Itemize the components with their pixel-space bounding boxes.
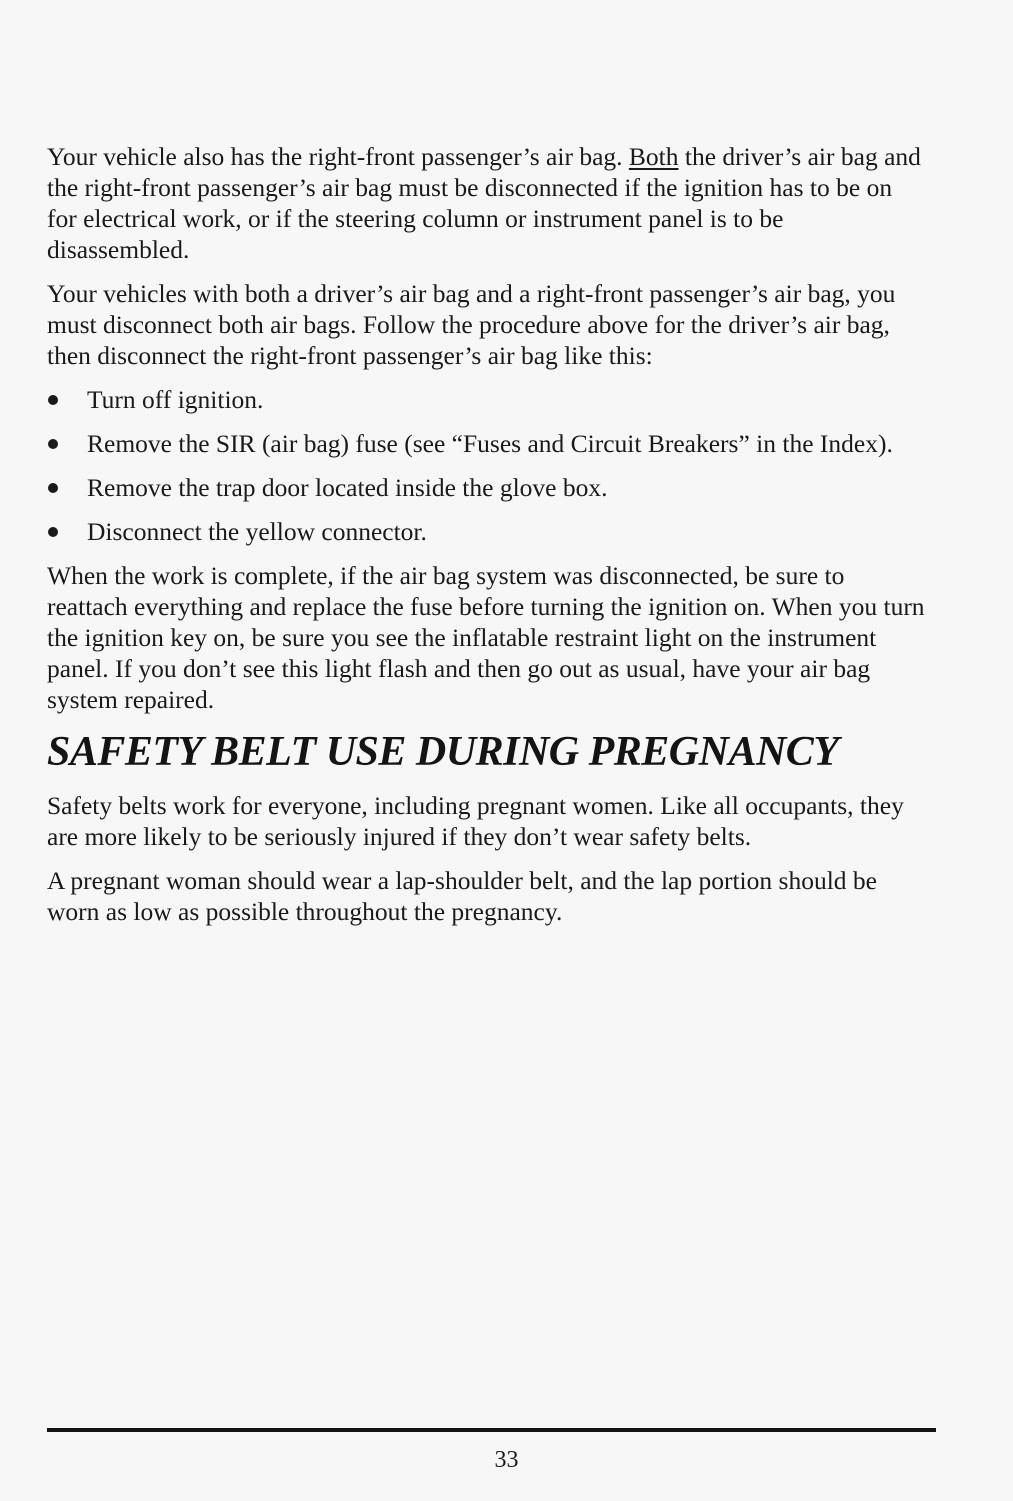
- intro-paragraph-1-start: Your vehicle also has the right-front passenger’s air bag.: [47, 142, 629, 171]
- intro-paragraph-1-end: the driver’s air bag and the right-front passenger’s air bag must be disconnected if the ignition has to be on for electrical work, or if the steering column or instrument panel is to be disassembled.: [47, 142, 921, 264]
- bullet-icon: [48, 395, 58, 405]
- bullet-icon: [48, 483, 58, 493]
- procedure-list: [47, 384, 927, 547]
- list-item: [47, 428, 927, 459]
- page-number: 33: [494, 1447, 519, 1473]
- intro-paragraph-1: [47, 141, 927, 265]
- bullet-icon: [48, 527, 58, 537]
- list-item-text: Remove the trap door located inside the glove box.: [87, 473, 608, 502]
- list-item-text: Disconnect the yellow connector.: [87, 517, 427, 546]
- page-content: [47, 141, 927, 940]
- emphasis-both: Both: [628, 142, 679, 171]
- list-item: [47, 516, 927, 547]
- list-item-text: Remove the SIR (air bag) fuse (see “Fuses and Circuit Breakers” in the Index).: [87, 429, 893, 458]
- bullet-icon: [48, 439, 58, 449]
- pregnancy-paragraph-2: A pregnant woman should wear a lap-shoulder belt, and the lap portion should be worn as low as possible throughout the pregnancy.: [47, 866, 877, 926]
- intro-paragraph-2: Your vehicles with both a driver’s air bag and a right-front passenger’s air bag, you must disconnect both air bags. Follow the procedure above for the driver’s air bag, then disconnect the right-front passenger’s air bag like this:: [47, 279, 896, 370]
- list-item-text: Turn off ignition.: [87, 385, 264, 414]
- completion-paragraph: When the work is complete, if the air bag system was disconnected, be sure to reattach everything and replace the fuse before turning the ignition on. When you turn the ignition key on, be sure you see the inflatable restraint light on the instrument panel. If you don’t see this light flash and then go out as usual, have your air bag system repaired.: [47, 561, 925, 714]
- pregnancy-paragraph-1: Safety belts work for everyone, including pregnant women. Like all occupants, they are more likely to be seriously injured if they don’t wear safety belts.: [47, 791, 904, 851]
- footer-rule: [47, 1428, 936, 1432]
- list-item: [47, 472, 927, 503]
- section-heading: SAFETY BELT USE DURING PREGNANCY: [47, 729, 839, 775]
- list-item: [47, 384, 927, 415]
